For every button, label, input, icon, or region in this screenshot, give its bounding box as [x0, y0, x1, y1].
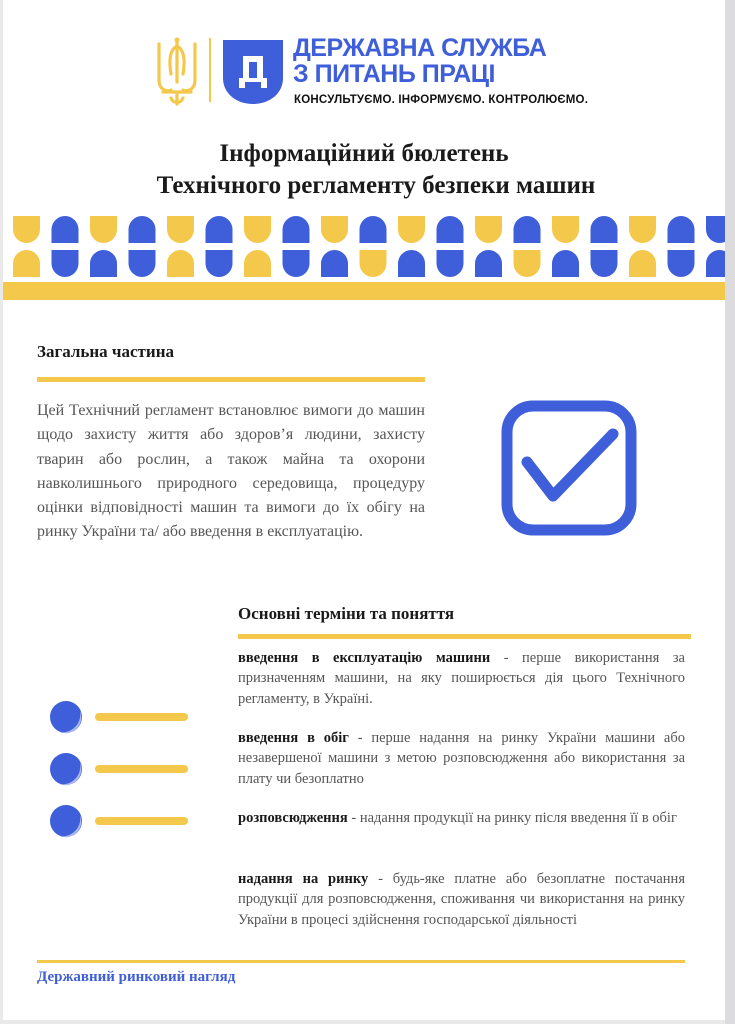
letter-d-shield-icon	[221, 38, 285, 106]
general-section-heading: Загальна частина	[37, 342, 174, 361]
footer-rule	[37, 960, 685, 963]
decorative-pattern-band	[3, 214, 725, 304]
term-item	[238, 648, 685, 709]
page-edge	[725, 0, 735, 1024]
org-name-line1: ДЕРЖАВНА СЛУЖБА	[293, 34, 547, 62]
term-definition: - перше надання на ринку України машини або незавершеної машини з метою розповсюдження або використання за плату чи безоплатно	[238, 730, 685, 787]
term-definition: - перше використання за призначенням машини, на яку поширюється дія цього Технічного регламенту, в Україні.	[238, 650, 685, 707]
checkmark-box-icon	[501, 400, 637, 536]
org-name-line2: З ПИТАНЬ ПРАЦІ	[293, 60, 495, 88]
terms-section-rule	[238, 634, 691, 639]
bulletin-title-line1: Інформаційний бюлетень	[219, 140, 509, 167]
decorative-bullet-list-icon	[47, 698, 193, 840]
org-motto: КОНСУЛЬТУЄМО. ІНФОРМУЄМО. КОНТРОЛЮЄМО.	[294, 94, 589, 106]
term-item	[238, 808, 685, 828]
term-definition: - будь-яке платне або безоплатне постачання продукції для розповсюдження, споживання чи використання на ринку України в процесі здійснення господарської діяльності	[238, 871, 685, 928]
bulletin-page	[3, 0, 725, 1020]
general-section-rule	[37, 377, 425, 382]
trident-icon	[153, 36, 201, 108]
term-name: введення в експлуатацію машини	[238, 650, 491, 666]
general-section-text: Цей Технічний регламент встановлює вимоги до машин щодо захисту життя або здоров’я людини, захисту тварин або рослин, а також майна та охорони навколишнього природного середовища, процедуру оцінки відповідності машин та вимоги до їх обігу на ринку України та/ або введення в експлуатацію.	[37, 402, 425, 541]
term-name: введення в обіг	[238, 730, 349, 746]
bulletin-title-line2: Технічного регламенту безпеки машин	[156, 172, 596, 199]
term-item	[238, 869, 685, 930]
logo-divider	[209, 38, 211, 102]
term-name: надання на ринку	[238, 871, 369, 887]
terms-section-heading: Основні терміни та поняття	[238, 604, 455, 623]
term-name: розповсюдження	[238, 810, 348, 826]
term-definition: - надання продукції на ринку після введення її в обіг	[347, 810, 677, 826]
footer-text: Державний ринковий нагляд	[37, 969, 236, 985]
term-item	[238, 728, 685, 789]
